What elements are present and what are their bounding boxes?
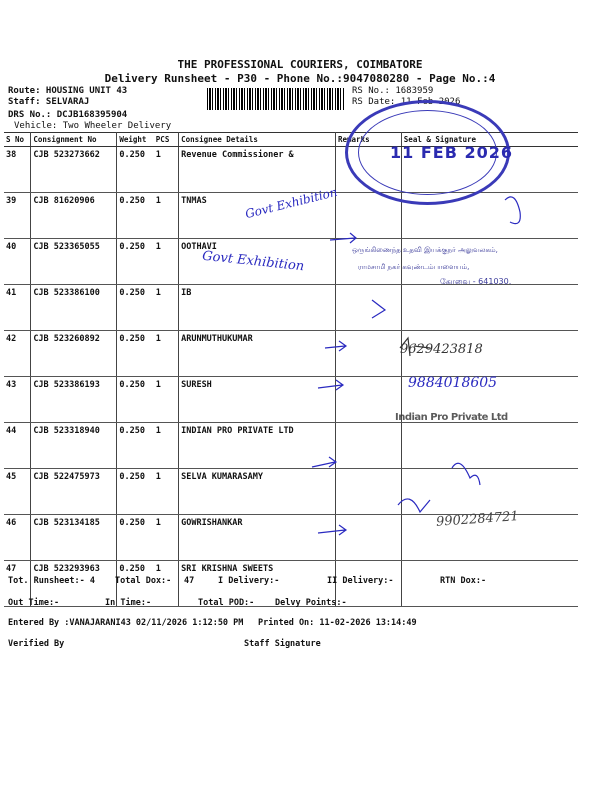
- cell-pcs: 1: [154, 193, 179, 239]
- cell-consignment: CJB 81620906: [31, 193, 117, 239]
- cell-consignee: TNMAS: [179, 193, 336, 239]
- cell-consignment: CJB 522475973: [31, 469, 117, 515]
- cell-sno: 46: [4, 515, 31, 561]
- cell-consignee: OOTHAVI: [179, 239, 336, 285]
- col-consignee: Consignee Details: [179, 133, 336, 147]
- cell-weight: 0.250: [117, 285, 154, 331]
- arrow-row41: [372, 300, 385, 318]
- i-delivery: I Delivery:-: [218, 576, 280, 586]
- cell-consignment: CJB 523386193: [31, 377, 117, 423]
- cell-pcs: 1: [154, 239, 179, 285]
- signature-row43: [400, 338, 430, 356]
- staff-label: Staff: SELVARAJ: [8, 97, 90, 107]
- cell-pcs: 1: [154, 561, 179, 607]
- signature-row45: [452, 463, 480, 485]
- cell-consignment: CJB 523365055: [31, 239, 117, 285]
- cell-consignee: IB: [179, 285, 336, 331]
- cell-pcs: 1: [154, 423, 179, 469]
- in-time: In Time:-: [105, 598, 152, 608]
- arrow-row40: [330, 233, 356, 243]
- cell-consignee: Revenue Commissioner &: [179, 147, 336, 193]
- cell-consignment: CJB 523318940: [31, 423, 117, 469]
- arrow-row46: [318, 525, 346, 535]
- col-pcs: PCS: [154, 133, 179, 147]
- cell-sno: 45: [4, 469, 31, 515]
- cell-weight: 0.250: [117, 561, 154, 607]
- handwriting-row46-phone: 9902284721: [435, 509, 520, 530]
- cell-pcs: 1: [154, 147, 179, 193]
- company-rubber-stamp-row44: Indian Pro Private Ltd: [395, 412, 508, 423]
- col-remarks: Remarks: [336, 133, 402, 147]
- stamp-address-line3: கோவை - 641030.: [440, 277, 512, 286]
- cell-consignee: GOWRISHANKAR: [179, 515, 336, 561]
- cell-consignment: CJB 523260892: [31, 331, 117, 377]
- verified-by: Verified By: [8, 639, 65, 649]
- handwriting-row39: Govt Exhibition: [243, 184, 339, 222]
- runsheet-title: Delivery Runsheet - P30 - Phone No.:9047080280 - Page No.:4: [104, 72, 496, 85]
- cell-consignment: CJB 523273662: [31, 147, 117, 193]
- cell-weight: 0.250: [117, 377, 154, 423]
- cell-consignee: INDIAN PRO PRIVATE LTD: [179, 423, 336, 469]
- arrow-row45: [312, 457, 336, 467]
- cell-consignment: CJB 523386100: [31, 285, 117, 331]
- entered-by: Entered By :VANAJARANI43 02/11/2026 1:12:50 PM: [8, 618, 244, 628]
- signature-row39: [505, 197, 520, 224]
- cell-sno: 41: [4, 285, 31, 331]
- ii-delivery: II Delivery:-: [327, 576, 394, 586]
- cell-pcs: 1: [154, 331, 179, 377]
- col-sno: S No: [4, 133, 31, 147]
- cell-consignment: CJB 523293963: [31, 561, 117, 607]
- cell-weight: 0.250: [117, 239, 154, 285]
- handwriting-row43-phone: 9629423818: [400, 342, 483, 357]
- stamp-address-line2: ராமசாமி நகர் கவுண்டம்பாளையம்,: [358, 263, 470, 271]
- delvy-points: Delvy Points:-: [275, 598, 347, 608]
- vehicle-label: Vehicle: Two Wheeler Delivery: [14, 121, 172, 131]
- rs-no-label: RS No.: 1683959: [352, 86, 434, 96]
- cell-weight: 0.250: [117, 423, 154, 469]
- cell-consignee: ARUNMUTHUKUMAR: [179, 331, 336, 377]
- cell-consignee: SELVA KUMARASAMY: [179, 469, 336, 515]
- rs-date-label: RS Date: 11-Feb-2026: [352, 97, 461, 107]
- cell-sno: 42: [4, 331, 31, 377]
- printed-on: Printed On: 11-02-2026 13:14:49: [258, 618, 417, 628]
- cell-pcs: 1: [154, 377, 179, 423]
- cell-pcs: 1: [154, 515, 179, 561]
- cell-pcs: 1: [154, 285, 179, 331]
- arrow-row42: [325, 341, 346, 351]
- cell-sno: 44: [4, 423, 31, 469]
- cell-sno: 40: [4, 239, 31, 285]
- cell-pcs: 1: [154, 469, 179, 515]
- cell-weight: 0.250: [117, 515, 154, 561]
- total-dox-label: Total Dox:-: [115, 576, 172, 586]
- cell-weight: 0.250: [117, 147, 154, 193]
- total-pod: Total POD:-: [198, 598, 255, 608]
- stamp-date: 11 FEB 2026: [390, 143, 513, 162]
- cell-weight: 0.250: [117, 193, 154, 239]
- cell-weight: 0.250: [117, 469, 154, 515]
- cell-sno: 38: [4, 147, 31, 193]
- cell-sno: 39: [4, 193, 31, 239]
- staff-signature: Staff Signature: [244, 639, 321, 649]
- cell-sno: 47: [4, 561, 31, 607]
- tot-runsheet: Tot. Runsheet:- 4: [8, 576, 95, 586]
- cell-consignee: SRI KRISHNA SWEETS: [179, 561, 336, 607]
- total-dox-value: 47: [184, 576, 195, 586]
- out-time: Out Time:-: [8, 598, 60, 608]
- cell-sno: 43: [4, 377, 31, 423]
- handwriting-row43b-phone: 9884018605: [408, 375, 498, 391]
- route-label: Route: HOUSING UNIT 43: [8, 86, 128, 96]
- company-title: THE PROFESSIONAL COURIERS, COIMBATORE: [177, 58, 423, 71]
- col-seal-signature: Seal & Signature: [401, 133, 578, 147]
- handwriting-row40: Govt Exhibition: [201, 248, 305, 275]
- cell-consignee: SURESH: [179, 377, 336, 423]
- stamp-address-line1: ஒருங்கிணைந்த உதவி இயக்குநர் அலுவலகம்,: [352, 246, 498, 254]
- cell-consignment: CJB 523134185: [31, 515, 117, 561]
- drs-no-label: DRS No.: DCJB168395904: [8, 110, 128, 120]
- signature-row46: [398, 499, 430, 512]
- rtn-dox: RTN Dox:-: [440, 576, 487, 586]
- col-consignment: Consignment No: [31, 133, 117, 147]
- arrow-row43: [318, 380, 343, 390]
- cell-weight: 0.250: [117, 331, 154, 377]
- col-weight: Weight: [117, 133, 154, 147]
